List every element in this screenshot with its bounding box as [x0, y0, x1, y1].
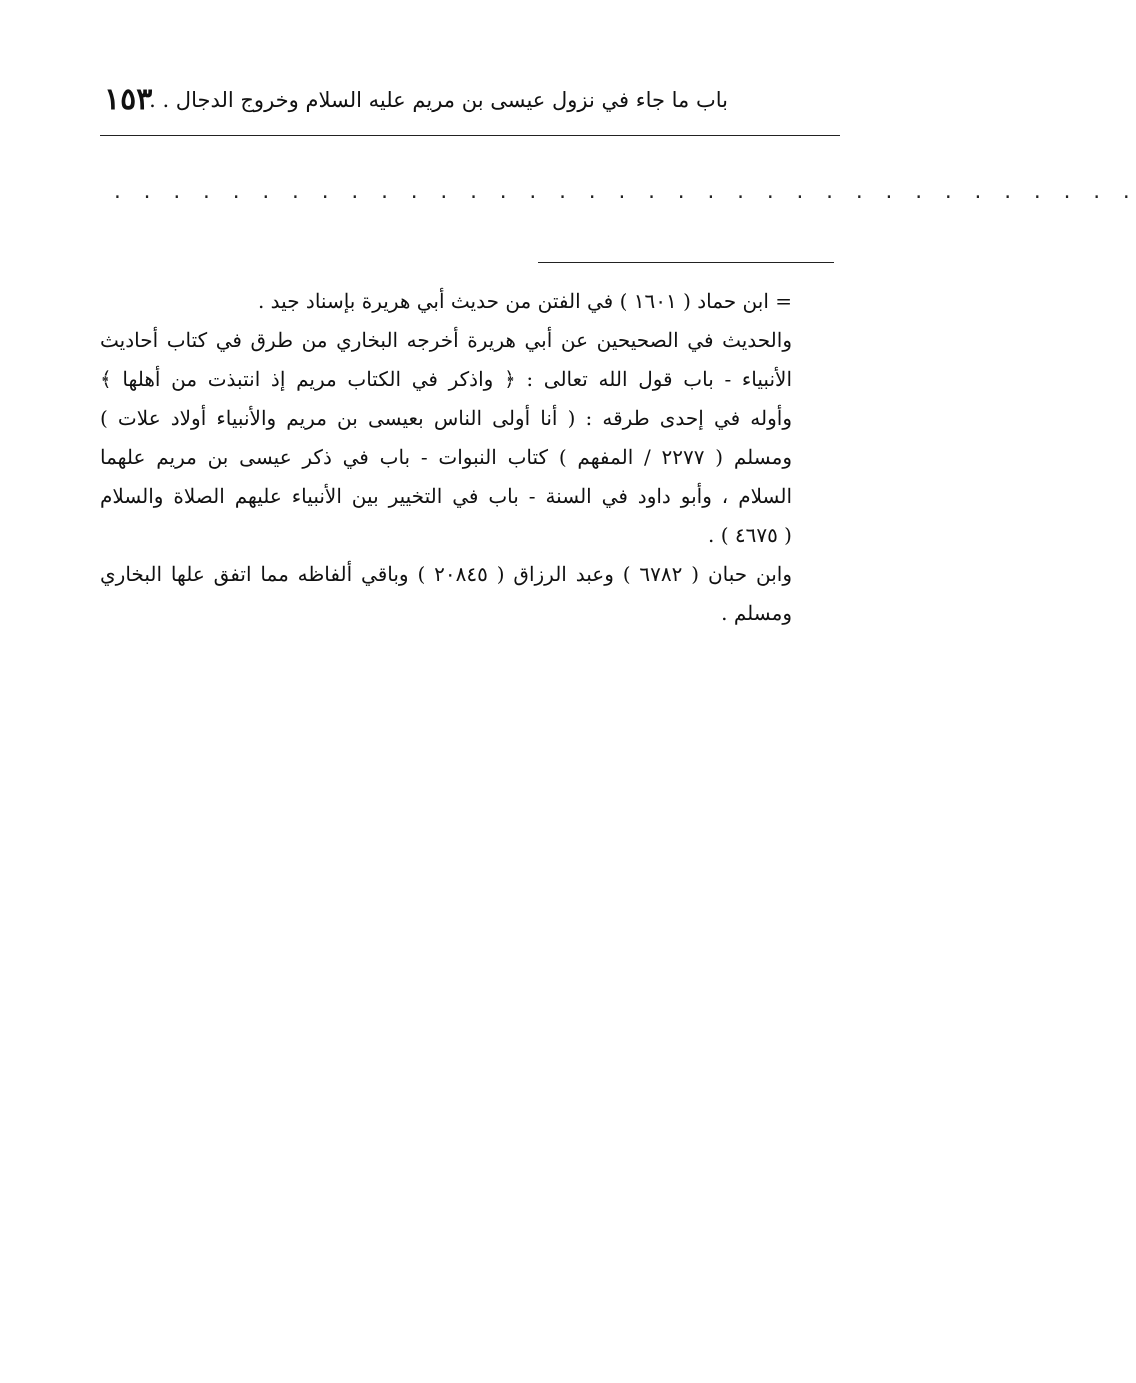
- running-header: [100, 78, 840, 130]
- header-rule: [100, 135, 840, 136]
- ellipsis-separator: . . . . . . . . . . . . . . . . . . . . . . . . . . . . . . . . . . .: [112, 182, 1136, 203]
- footnote-line: الأنبياء - باب قول الله تعالى : ﴿ واذكر في الكتاب مريم إذ انتبذت من أهلها ﴾: [100, 367, 792, 391]
- footnote-line: = ابن حماد ( ١٦٠١ ) في الفتن من حديث أبي هريرة بإسناد جيد .: [257, 289, 792, 313]
- page-number: ١٥٣: [104, 82, 153, 117]
- chapter-title: باب ما جاء في نزول عيسى بن مريم عليه السلام وخروج الدجال . .: [149, 88, 728, 112]
- footnote-line: والحديث في الصحيحين عن أبي هريرة أخرجه البخاري من طرق في كتاب أحاديث: [100, 328, 792, 352]
- footnote-line: وابن حبان ( ٦٧٨٢ ) وعبد الرزاق ( ٢٠٨٤٥ ) وباقي ألفاظه مما اتفق علها البخاري: [100, 562, 793, 586]
- footnotes-block: [100, 282, 792, 633]
- footnote-line: ( ٤٦٧٥ ) .: [707, 523, 792, 547]
- footnote-rule: [538, 262, 834, 263]
- footnote-line: وأوله في إحدى طرقه : ( أنا أولى الناس بعيسى بن مريم والأنبياء أولاد علات ): [100, 406, 792, 430]
- footnote-line: السلام ، وأبو داود في السنة - باب في التخيير بين الأنبياء عليهم الصلاة والسلام: [100, 484, 792, 508]
- footnote-line: ومسلم .: [721, 601, 792, 625]
- footnote-line: ومسلم ( ٢٢٧٧ / المفهم ) كتاب النبوات - باب في ذكر عيسى بن مريم علهما: [100, 445, 792, 469]
